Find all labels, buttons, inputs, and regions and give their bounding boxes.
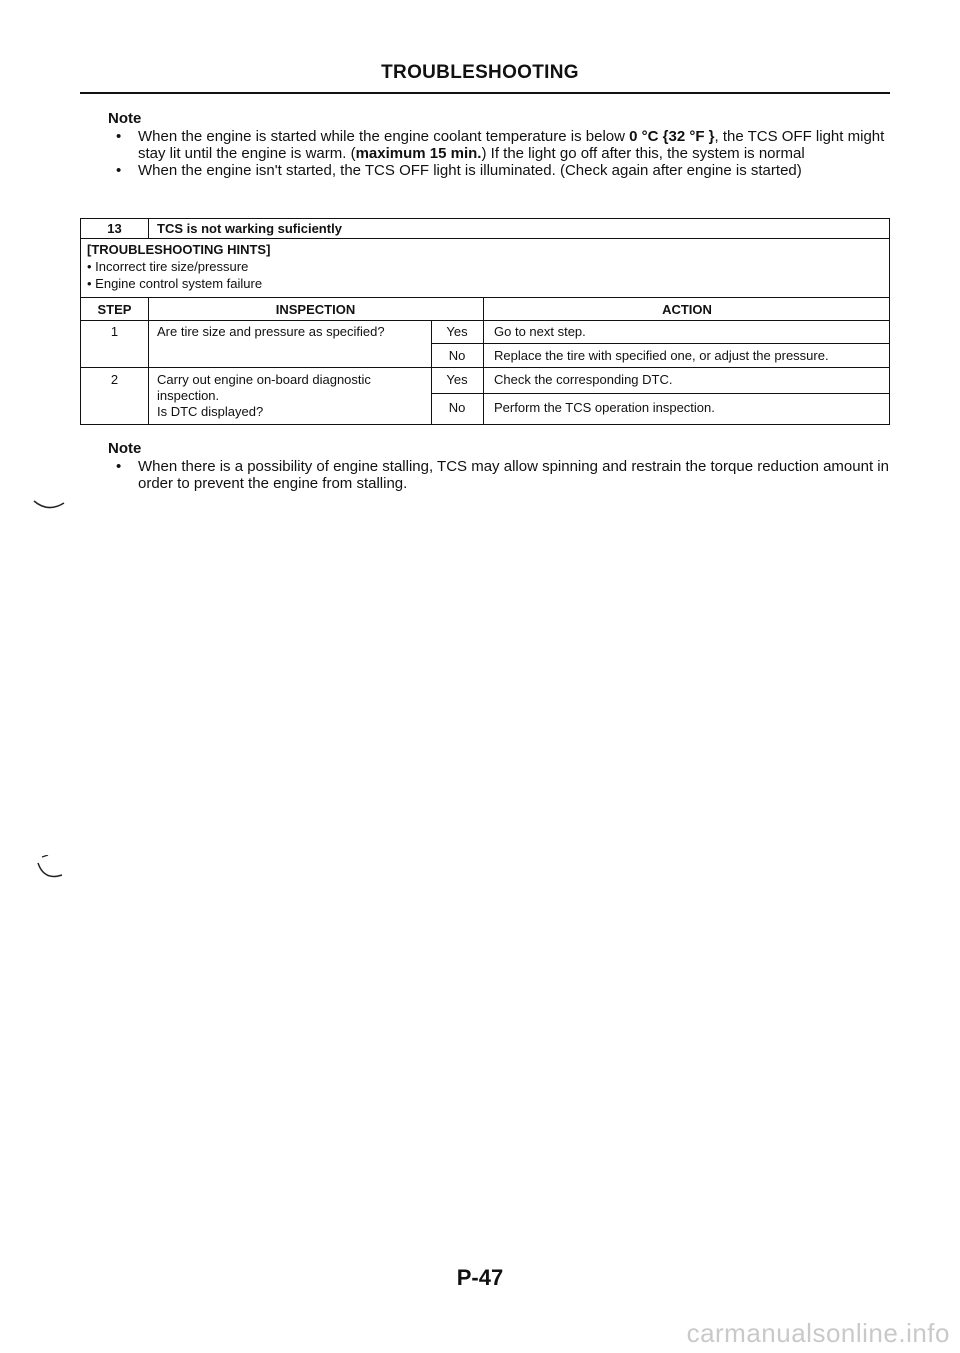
note-top — [108, 110, 898, 179]
column-header-action: ACTION — [662, 302, 712, 317]
bullet-icon: • — [116, 128, 122, 145]
inspection-text: inspection. — [157, 388, 220, 403]
note-bullet: • When the engine is started while the engine coolant temperature is below 0 °C {32 °F }, the TCS OFF light might stay lit until the engine is warm. (maximum 15 min.) If the light go off after this, the system is normal — [116, 128, 885, 162]
action-text: Go to next step. — [494, 324, 586, 339]
answer-no: No — [448, 400, 466, 415]
troubleshooting-table — [80, 218, 890, 425]
note-heading: Note — [108, 110, 142, 127]
page-title: TROUBLESHOOTING — [381, 62, 579, 83]
hints-heading: [TROUBLESHOOTING HINTS] — [87, 242, 271, 257]
answer-no: No — [448, 348, 466, 363]
step-number: 1 — [110, 324, 119, 339]
scan-mark — [30, 855, 70, 885]
bullet-icon: • — [116, 458, 122, 475]
answer-yes: Yes — [446, 324, 468, 339]
watermark: carmanualsonline.info — [686, 1318, 950, 1348]
note-heading: Note — [108, 440, 142, 457]
answer-yes: Yes — [446, 372, 468, 387]
page-number: P-47 — [456, 1265, 504, 1290]
column-header-inspection: INSPECTION — [275, 302, 356, 317]
note-bullet: • When the engine isn't started, the TCS OFF light is illuminated. (Check again after engine is started) — [116, 162, 802, 179]
note-bottom — [108, 440, 898, 492]
action-text: Replace the tire with specified one, or adjust the pressure. — [494, 348, 829, 363]
hint-item: • Engine control system failure — [87, 276, 263, 291]
inspection-text: Carry out engine on-board diagnostic — [157, 372, 371, 387]
inspection-text: Are tire size and pressure as specified? — [157, 324, 385, 339]
bullet-icon: • — [116, 162, 122, 179]
note-bullet: • When there is a possibility of engine stalling, TCS may allow spinning and restrain the torque reduction amount in order to prevent the engine from stalling. — [116, 458, 889, 492]
hint-item: • Incorrect tire size/pressure — [87, 259, 249, 274]
action-text: Check the corresponding DTC. — [494, 372, 673, 387]
trouble-number: 13 — [107, 221, 122, 236]
column-header-step: STEP — [97, 302, 132, 317]
title-rule — [80, 92, 890, 94]
step-number: 2 — [110, 372, 119, 387]
trouble-title: TCS is not warking suficiently — [157, 221, 342, 236]
inspection-text: Is DTC displayed? — [157, 404, 264, 419]
action-text: Perform the TCS operation inspection. — [494, 400, 715, 415]
scan-mark — [30, 495, 70, 515]
